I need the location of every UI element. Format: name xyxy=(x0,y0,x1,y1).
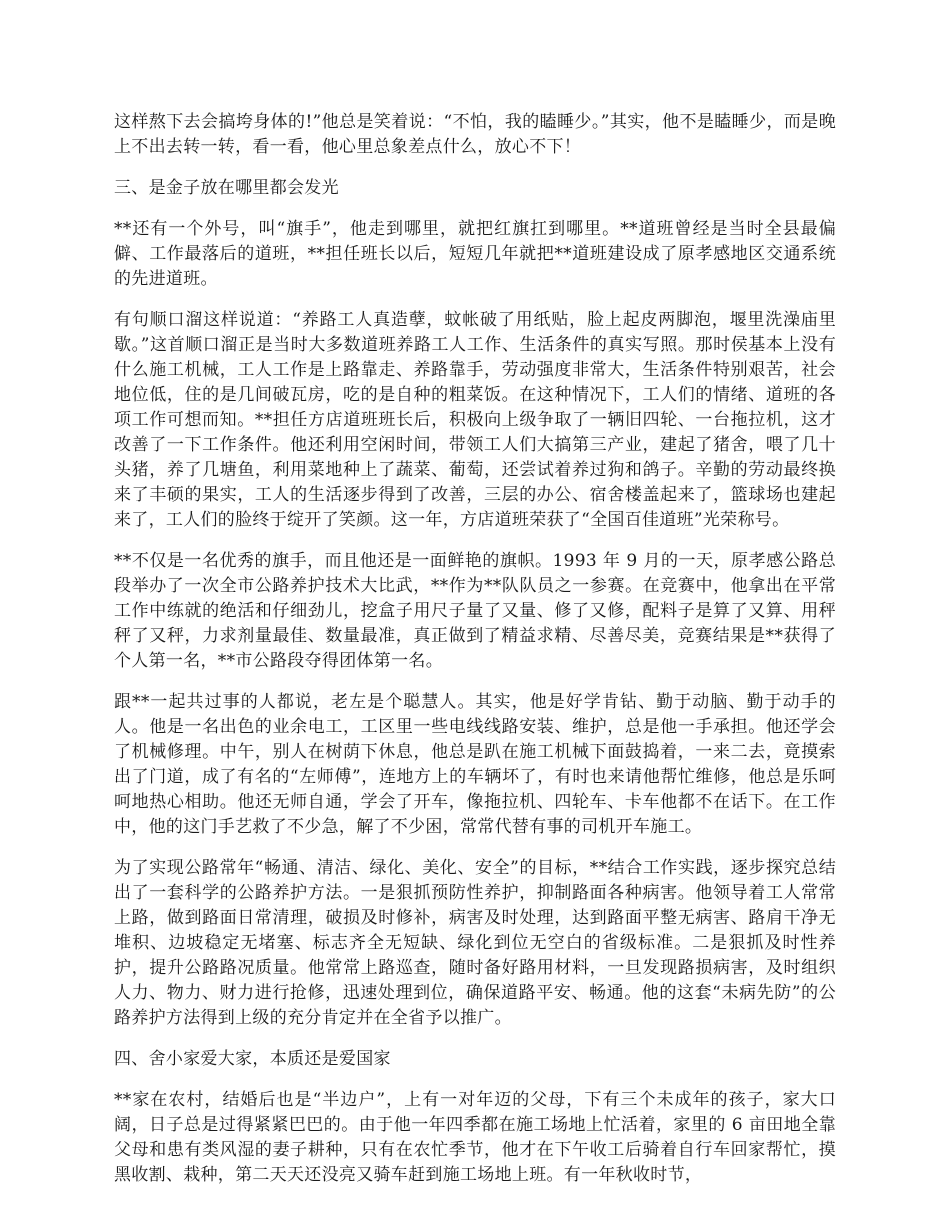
paragraph-3: 有句顺口溜这样说道：“养路工人真造孽，蚊帐破了用纸贴，脸上起皮两脚泡，堰里洗澡庙里歇。”这首顺口溜正是当时大多数道班养路工人工作、生活条件的真实写照。那时侯基本上没有什么施工机械，工人工作是上路靠走、养路靠手，劳动强度非常大，生活条件特别艰苦，社会地位低，住的是几间破瓦房，吃的是自种的粗菜饭。在这种情况下，工人们的情绪、道班的各项工作可想而知。**担任方店道班班长后，积极向上级争取了一辆旧四轮、一台拖拉机，这才改善了一下工作条件。他还利用空闲时间，带领工人们大搞第三产业，建起了猪舍，喂了几十头猪，养了几塘鱼，利用菜地种上了蔬菜、葡萄，还尝试着养过狗和鸽子。辛勤的劳动最终换来了丰硕的果实，工人的生活逐步得到了改善，三层的办公、宿舍楼盖起来了，篮球场也建起来了，工人们的脸终于绽开了笑颜。这一年，方店道班荣获了“全国百佳道班”光荣称号。 xyxy=(114,310,836,530)
paragraph-5: 跟**一起共过事的人都说，老左是个聪慧人。其实，他是好学肯钻、勤于动脑、勤于动手的人。他是一名出色的业余电工，工区里一些电线线路安装、维护，总是他一手承担。他还学会了机械修理。中午，别人在树荫下休息，他总是趴在施工机械下面鼓捣着，一来二去，竟摸索出了门道，成了有名的“左师傅”，连地方上的车辆坏了，有时也来请他帮忙维修，他总是乐呵呵地热心相助。他还无师自通，学会了开车，像拖拉机、四轮车、卡车他都不在话下。在工作中，他的这门手艺救了不少急，解了不少困，常常代替有事的司机开车施工。 xyxy=(114,692,836,837)
paragraph-4: **不仅是一名优秀的旗手，而且他还是一面鲜艳的旗帜。1993 年 9 月的一天，原孝感公路总段举办了一次全市公路养护技术大比武，**作为**队队员之一参赛。在竞赛中，他拿出在平常工作中练就的绝活和仔细劲儿，挖盒子用尺子量了又量、修了又修，配料子是算了又算、用秤秤了又秤，力求剂量最佳、数量最准，真正做到了精益求精、尽善尽美，竞赛结果是**获得了个人第一名，**市公路段夺得团体第一名。 xyxy=(114,551,836,671)
paragraph-2: **还有一个外号，叫“旗手”，他走到哪里，就把红旗扛到哪里。**道班曾经是当时全县最偏僻、工作最落后的道班，**担任班长以后，短短几年就把**道班建设成了原孝感地区交通系统的先进道班。 xyxy=(114,219,836,289)
paragraph-7: **家在农村，结婚后也是“半边户”，上有一对年迈的父母，下有三个未成年的孩子，家大口阔，日子总是过得紧紧巴巴的。由于他一年四季都在施工场地上忙活着，家里的 6 亩田地全靠父母和患有类风湿的妻子耕种，只有在农忙季节，他才在下午收工后骑着自行车回家帮忙，摸黑收割、栽种，第二天天还没亮又骑车赶到施工场地上班。有一年秋收时节， xyxy=(114,1090,836,1185)
paragraph-1: 这样熬下去会搞垮身体的!”他总是笑着说：“不怕，我的瞌睡少。”其实，他不是瞌睡少，而是晚上不出去转一转，看一看，他心里总象差点什么，放心不下！ xyxy=(114,112,836,157)
section-heading-4: 四、舍小家爱大家，本质还是爱国家 xyxy=(114,1049,391,1069)
paragraph-6: 为了实现公路常年“畅通、清洁、绿化、美化、安全”的目标，**结合工作实践，逐步探究总结出了一套科学的公路养护方法。一是狠抓预防性养护，抑制路面各种病害。他领导着工人常常上路，做到路面日常清理，破损及时修补，病害及时处理，达到路面平整无病害、路肩干净无堆积、边坡稳定无堵塞、标志齐全无短缺、绿化到位无空白的省级标准。二是狠抓及时性养护，提升公路路况质量。他常常上路巡查，随时备好路用材料，一旦发现路损病害，及时组织人力、物力、财力进行抢修，迅速处理到位，确保道路平安、畅通。他的这套“未病先防”的公路养护方法得到上级的充分肯定并在全省予以推广。 xyxy=(114,858,836,1028)
document-page xyxy=(114,110,836,1204)
section-heading-3: 三、是金子放在哪里都会发光 xyxy=(114,178,339,198)
